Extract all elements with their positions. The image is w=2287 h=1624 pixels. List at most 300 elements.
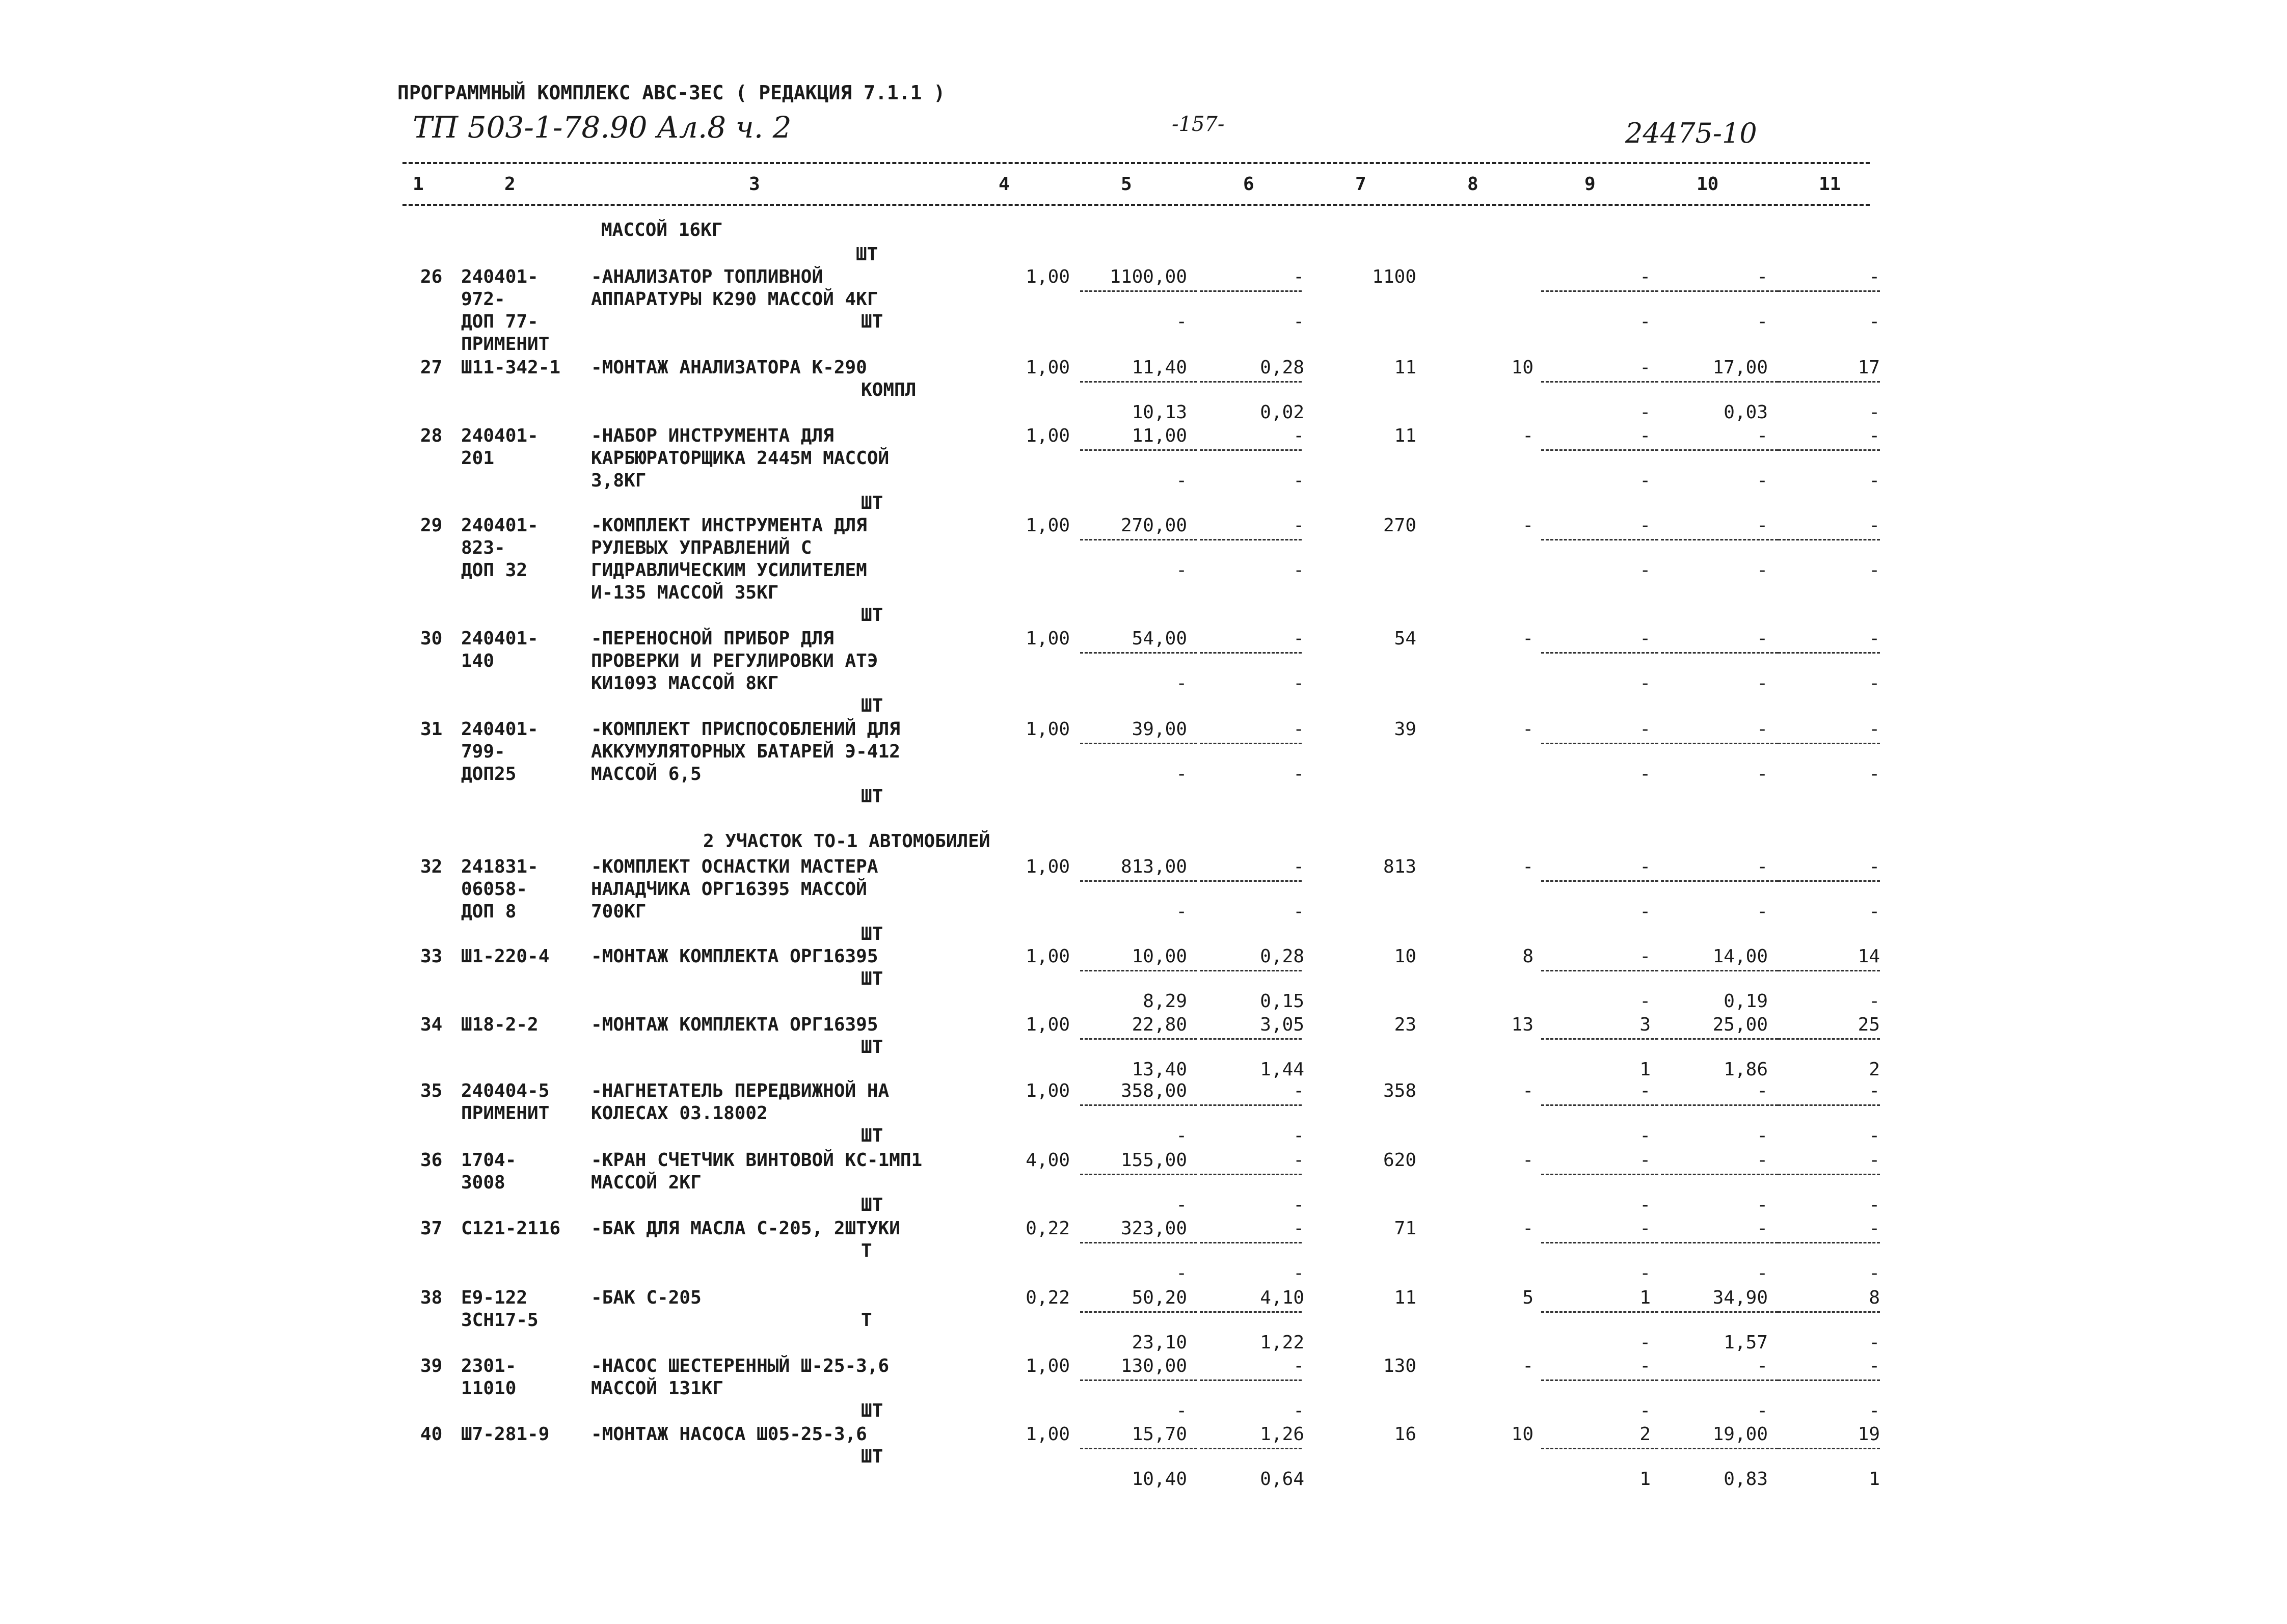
cell-divider (1541, 652, 1658, 654)
cell: -НАСОС ШЕСТЕРЕННЫЙ Ш-25-3,6 (591, 1356, 890, 1376)
cell: -КОМПЛЕКТ ПРИСПОСОБЛЕНИЙ ДЛЯ (591, 719, 900, 740)
cell: 0,22 (1026, 1287, 1070, 1308)
cell-divider (1200, 1174, 1302, 1175)
cell: 1,00 (1026, 1014, 1070, 1035)
cell: - (1293, 856, 1304, 877)
cell: 2301- (461, 1356, 517, 1376)
cell: - (1869, 560, 1880, 581)
cell: -НАГНЕТАТЕЛЬ ПЕРЕДВИЖНОЙ НА (591, 1080, 890, 1101)
cell: - (1757, 901, 1768, 922)
cell: - (1869, 311, 1880, 332)
cell: - (1293, 901, 1304, 922)
cell: - (1869, 1263, 1880, 1284)
cell: - (1176, 1125, 1187, 1146)
cell: - (1639, 946, 1651, 967)
cell-divider (1541, 1038, 1658, 1040)
cell: 2 (1639, 1424, 1651, 1445)
cell: Ш11-342-1 (461, 357, 561, 378)
cell: - (1639, 560, 1651, 581)
cell: 39,00 (1132, 719, 1187, 740)
cell: - (1293, 1218, 1304, 1239)
cell: - (1757, 560, 1768, 581)
cell: - (1639, 266, 1651, 287)
cell-divider (1661, 1448, 1778, 1449)
cell: 813,00 (1120, 856, 1187, 877)
cell: ГИДРАВЛИЧЕСКИМ УСИЛИТЕЛЕМ (591, 560, 867, 581)
cell-divider (1080, 743, 1197, 744)
cell: - (1176, 901, 1187, 922)
header-top-rule (402, 162, 1870, 164)
cell: - (1639, 515, 1651, 536)
cell-divider (1080, 539, 1197, 540)
cell: 358 (1383, 1080, 1416, 1101)
cell: - (1869, 425, 1880, 446)
cell: 1,57 (1724, 1332, 1768, 1353)
cell-divider (1661, 1174, 1778, 1175)
cell: - (1757, 673, 1768, 694)
cell-divider (1778, 970, 1880, 971)
cell: - (1757, 1218, 1768, 1239)
cell: 25,00 (1712, 1014, 1768, 1035)
cell: КАРБЮРАТОРЩИКА 2445М МАССОЙ (591, 448, 890, 469)
cell: - (1639, 1263, 1651, 1284)
cell: 155,00 (1120, 1150, 1187, 1171)
col-header: 9 (1584, 174, 1596, 195)
cell: ПРОВЕРКИ И РЕГУЛИРОВКИ АТЭ (591, 651, 878, 671)
cell: - (1757, 1400, 1768, 1421)
cell: -ПЕРЕНОСНОЙ ПРИБОР ДЛЯ (591, 628, 834, 649)
cell: - (1522, 1356, 1533, 1376)
cell: - (1869, 1080, 1880, 1101)
cell: 0,28 (1260, 946, 1304, 967)
cell: 241831- (461, 856, 539, 877)
cell: 40 (420, 1424, 443, 1445)
cell: 22,80 (1132, 1014, 1187, 1035)
cell: 23,10 (1132, 1332, 1187, 1353)
unit-label: ШТ (861, 311, 883, 332)
cell-divider (1200, 1104, 1302, 1106)
cell-divider (1200, 880, 1302, 882)
cell-divider (1541, 1174, 1658, 1175)
cell: 4,00 (1026, 1150, 1070, 1171)
cell: 1704- (461, 1150, 517, 1171)
cell: 799- (461, 741, 505, 762)
cell: КОЛЕСАХ 03.18002 (591, 1103, 768, 1124)
cell: - (1639, 991, 1651, 1012)
cell: 201 (461, 448, 495, 469)
cell: - (1639, 1080, 1651, 1101)
cell: И-135 МАССОЙ 35КГ (591, 582, 779, 603)
cell: 0,19 (1724, 991, 1768, 1012)
cell: - (1293, 1080, 1304, 1101)
cell-divider (1661, 290, 1778, 292)
cell-divider (1541, 381, 1658, 383)
cell-divider (1661, 381, 1778, 383)
cell: 240401- (461, 719, 539, 740)
cell: 620 (1383, 1150, 1416, 1171)
cell: 54 (1394, 628, 1416, 649)
cell: - (1293, 1263, 1304, 1284)
cell: С121-2116 (461, 1218, 561, 1239)
cell: Ш7-281-9 (461, 1424, 550, 1445)
cell-divider (1661, 1379, 1778, 1381)
cell: 38 (420, 1287, 443, 1308)
cell: РУЛЕВЫХ УПРАВЛЕНИЙ С (591, 537, 812, 558)
cell: - (1639, 764, 1651, 784)
cell-divider (1080, 652, 1197, 654)
cell-divider (1080, 1038, 1197, 1040)
cell: 8,29 (1143, 991, 1187, 1012)
cell-divider (1541, 743, 1658, 744)
cell: - (1869, 901, 1880, 922)
cell-divider (1541, 1448, 1658, 1449)
cell: - (1757, 470, 1768, 491)
cell: 16 (1394, 1424, 1416, 1445)
cell-divider (1778, 290, 1880, 292)
cell: - (1639, 719, 1651, 740)
cell: 813 (1383, 856, 1416, 877)
cell: - (1522, 1218, 1533, 1239)
cell: 1 (1869, 1469, 1880, 1490)
cell: 10,13 (1132, 402, 1187, 423)
cell-divider (1778, 1174, 1880, 1175)
cell: - (1757, 764, 1768, 784)
cell: - (1869, 856, 1880, 877)
cell: 1100,00 (1110, 266, 1187, 287)
cell-divider (1661, 1038, 1778, 1040)
context-line: МАССОЙ 16КГ (601, 220, 723, 240)
cell: 14,00 (1712, 946, 1768, 967)
cell: 1,00 (1026, 266, 1070, 287)
cell: - (1293, 764, 1304, 784)
cell-divider (1778, 1104, 1880, 1106)
cell: 1,22 (1260, 1332, 1304, 1353)
cell: 358,00 (1120, 1080, 1187, 1101)
cell: - (1869, 266, 1880, 287)
cell-divider (1080, 449, 1197, 451)
cell: - (1176, 1400, 1187, 1421)
cell: -МОНТАЖ КОМПЛЕКТА ОРГ16395 (591, 1014, 878, 1035)
cell-divider (1080, 1448, 1197, 1449)
cell: 17 (1858, 357, 1880, 378)
cell: 35 (420, 1080, 443, 1101)
cell-divider (1541, 1242, 1658, 1243)
cell: -БАК С-205 (591, 1287, 702, 1308)
cell: 240401- (461, 266, 539, 287)
cell: 13 (1511, 1014, 1533, 1035)
cell: - (1522, 719, 1533, 740)
col-header: 7 (1355, 174, 1366, 195)
cell: - (1639, 1400, 1651, 1421)
cell: 823- (461, 537, 505, 558)
cell: 3008 (461, 1172, 505, 1193)
unit-label: ШТ (861, 924, 883, 944)
cell: - (1639, 1332, 1651, 1353)
cell: - (1293, 560, 1304, 581)
cell: - (1639, 357, 1651, 378)
cell: 5 (1522, 1287, 1533, 1308)
cell-divider (1080, 1311, 1197, 1313)
cell: - (1639, 856, 1651, 877)
cell: - (1522, 515, 1533, 536)
cell: - (1869, 1125, 1880, 1146)
cell: - (1639, 470, 1651, 491)
unit-label: Т (861, 1240, 872, 1261)
cell: КИ1093 МАССОЙ 8КГ (591, 673, 779, 694)
cell-divider (1200, 743, 1302, 744)
cell: - (1293, 628, 1304, 649)
cell: 240401- (461, 628, 539, 649)
cell: 11,00 (1132, 425, 1187, 446)
cell-divider (1200, 652, 1302, 654)
cell: 1,26 (1260, 1424, 1304, 1445)
cell: -БАК ДЛЯ МАСЛА С-205, 2ШТУКИ (591, 1218, 900, 1239)
cell-divider (1200, 290, 1302, 292)
cell-divider (1080, 970, 1197, 971)
col-header: 10 (1697, 174, 1719, 195)
cell: - (1757, 1263, 1768, 1284)
cell: - (1293, 1125, 1304, 1146)
cell: 31 (420, 719, 443, 740)
cell: 240401- (461, 425, 539, 446)
cell: Ш18-2-2 (461, 1014, 539, 1035)
cell: - (1293, 515, 1304, 536)
unit-label: ШТ (861, 493, 883, 513)
cell-divider (1778, 1242, 1880, 1243)
cell: - (1757, 1125, 1768, 1146)
cell: - (1176, 1263, 1187, 1284)
section-title: 2 УЧАСТОК ТО-1 АВТОМОБИЛЕЙ (703, 831, 990, 852)
cell: 1,00 (1026, 425, 1070, 446)
cell-divider (1541, 1379, 1658, 1381)
cell: - (1639, 628, 1651, 649)
cell: 10,00 (1132, 946, 1187, 967)
cell: 14 (1858, 946, 1880, 967)
cell: - (1869, 1218, 1880, 1239)
cell: 71 (1394, 1218, 1416, 1239)
cell: 29 (420, 515, 443, 536)
cell: 0,64 (1260, 1469, 1304, 1490)
cell: Е9-122 (461, 1287, 528, 1308)
cell-divider (1200, 1242, 1302, 1243)
cell: 28 (420, 425, 443, 446)
cell: 270 (1383, 515, 1416, 536)
cell: 37 (420, 1218, 443, 1239)
cell: 1,44 (1260, 1059, 1304, 1080)
cell: ПРИМЕНИТ (461, 1103, 550, 1124)
cell: -АНАЛИЗАТОР ТОПЛИВНОЙ (591, 266, 823, 287)
cell: - (1293, 470, 1304, 491)
cell: 700КГ (591, 901, 647, 922)
cell: 30 (420, 628, 443, 649)
cell: - (1176, 470, 1187, 491)
cell: -НАБОР ИНСТРУМЕНТА ДЛЯ (591, 425, 834, 446)
cell: 15,70 (1132, 1424, 1187, 1445)
cell: 1,00 (1026, 1424, 1070, 1445)
cell: 1,00 (1026, 357, 1070, 378)
cell: 11 (1394, 425, 1416, 446)
cell: 39 (1394, 719, 1416, 740)
cell: 19,00 (1712, 1424, 1768, 1445)
cell-divider (1661, 743, 1778, 744)
unit-label: ШТ (861, 1195, 883, 1215)
cell: Ш1-220-4 (461, 946, 550, 967)
cell: МАССОЙ 2КГ (591, 1172, 702, 1193)
unit-label: ШТ (861, 1125, 883, 1146)
cell-divider (1778, 449, 1880, 451)
cell-divider (1080, 880, 1197, 882)
unit-label: ШТ (861, 1446, 883, 1467)
cell: 34 (420, 1014, 443, 1035)
cell: АККУМУЛЯТОРНЫХ БАТАРЕЙ Э-412 (591, 741, 900, 762)
cell: 3,8КГ (591, 470, 647, 491)
cell-divider (1661, 1242, 1778, 1243)
cell: - (1176, 311, 1187, 332)
cell: - (1639, 1195, 1651, 1215)
cell-divider (1541, 970, 1658, 971)
cell-divider (1200, 1448, 1302, 1449)
unit-label: ШТ (861, 968, 883, 989)
cell-divider (1661, 970, 1778, 971)
cell: 0,15 (1260, 991, 1304, 1012)
cell: - (1757, 1195, 1768, 1215)
cell-divider (1200, 1379, 1302, 1381)
cell: 10 (1511, 1424, 1533, 1445)
cell: 1,00 (1026, 515, 1070, 536)
col-header: 4 (999, 174, 1010, 195)
cell-divider (1778, 1311, 1880, 1313)
cell: - (1522, 1080, 1533, 1101)
context-unit: ШТ (856, 244, 878, 265)
cell: - (1639, 901, 1651, 922)
cell-divider (1661, 1311, 1778, 1313)
cell-divider (1778, 743, 1880, 744)
cell-divider (1080, 1379, 1197, 1381)
cell: 11 (1394, 1287, 1416, 1308)
cell: 270,00 (1120, 515, 1187, 536)
cell: 13,40 (1132, 1059, 1187, 1080)
unit-label: ШТ (861, 786, 883, 807)
page-number: -157- (1172, 113, 1225, 136)
cell: 0,22 (1026, 1218, 1070, 1239)
cell: 1 (1639, 1287, 1651, 1308)
cell: 19 (1858, 1424, 1880, 1445)
cell: - (1639, 402, 1651, 423)
cell: 1 (1639, 1059, 1651, 1080)
cell-divider (1541, 880, 1658, 882)
cell: - (1639, 673, 1651, 694)
cell: 11010 (461, 1378, 517, 1399)
cell-divider (1778, 1379, 1880, 1381)
cell-divider (1200, 1311, 1302, 1313)
sheet-code: 24475-10 (1625, 117, 1757, 149)
cell-divider (1778, 652, 1880, 654)
cell: 50,20 (1132, 1287, 1187, 1308)
cell: - (1757, 1080, 1768, 1101)
cell: - (1293, 311, 1304, 332)
cell: ДОП 32 (461, 560, 528, 581)
cell: 3,05 (1260, 1014, 1304, 1035)
cell: - (1293, 719, 1304, 740)
cell-divider (1080, 290, 1197, 292)
cell: - (1869, 402, 1880, 423)
cell-divider (1080, 1104, 1197, 1106)
cell: 1,00 (1026, 628, 1070, 649)
cell: 1100 (1372, 266, 1416, 287)
col-header: 11 (1819, 174, 1841, 195)
cell: - (1757, 311, 1768, 332)
cell: 8 (1522, 946, 1533, 967)
cell: - (1293, 1150, 1304, 1171)
cell: -КОМПЛЕКТ ОСНАСТКИ МАСТЕРА (591, 856, 878, 877)
cell-divider (1661, 539, 1778, 540)
unit-label: ШТ (861, 695, 883, 716)
cell: 1,00 (1026, 856, 1070, 877)
col-header: 6 (1243, 174, 1254, 195)
cell-divider (1778, 880, 1880, 882)
cell: - (1869, 1400, 1880, 1421)
cell: 10 (1394, 946, 1416, 967)
cell: АППАРАТУРЫ К290 МАССОЙ 4КГ (591, 289, 878, 310)
cell: - (1869, 719, 1880, 740)
cell: - (1522, 628, 1533, 649)
cell-divider (1200, 1038, 1302, 1040)
cell: 8 (1869, 1287, 1880, 1308)
col-header: 3 (749, 174, 760, 195)
cell: - (1293, 673, 1304, 694)
cell: - (1869, 515, 1880, 536)
cell: 4,10 (1260, 1287, 1304, 1308)
cell: 11 (1394, 357, 1416, 378)
cell: 2 (1869, 1059, 1880, 1080)
cell: - (1639, 1218, 1651, 1239)
cell-divider (1661, 1104, 1778, 1106)
cell: - (1522, 425, 1533, 446)
cell-divider (1200, 539, 1302, 540)
cell: 130,00 (1120, 1356, 1187, 1376)
cell: 0,03 (1724, 402, 1768, 423)
cell: - (1639, 425, 1651, 446)
cell: - (1522, 1150, 1533, 1171)
cell: - (1176, 560, 1187, 581)
cell: МАССОЙ 131КГ (591, 1378, 724, 1399)
cell: - (1293, 1356, 1304, 1376)
unit-label: ШТ (861, 1400, 883, 1421)
unit-label: ШТ (861, 1037, 883, 1058)
cell: - (1757, 719, 1768, 740)
cell: 1,00 (1026, 1080, 1070, 1101)
cell: 1 (1639, 1469, 1651, 1490)
cell: 26 (420, 266, 443, 287)
cell: ДОП 8 (461, 901, 517, 922)
cell: -КОМПЛЕКТ ИНСТРУМЕНТА ДЛЯ (591, 515, 867, 536)
cell-divider (1541, 539, 1658, 540)
cell: 54,00 (1132, 628, 1187, 649)
cell: 240404-5 (461, 1080, 550, 1101)
column-header-row (0, 173, 2287, 196)
cell: 1,00 (1026, 719, 1070, 740)
cell: - (1176, 673, 1187, 694)
cell: 0,02 (1260, 402, 1304, 423)
cell: 130 (1383, 1356, 1416, 1376)
cell: - (1639, 1356, 1651, 1376)
cell: -МОНТАЖ КОМПЛЕКТА ОРГ16395 (591, 946, 878, 967)
cell: - (1869, 470, 1880, 491)
cell: - (1869, 1332, 1880, 1353)
doc-code: ТП 503-1-78.90 Ал.8 ч. 2 (413, 110, 792, 145)
cell-divider (1200, 449, 1302, 451)
cell: НАЛАДЧИКА ОРГ16395 МАССОЙ (591, 879, 867, 900)
